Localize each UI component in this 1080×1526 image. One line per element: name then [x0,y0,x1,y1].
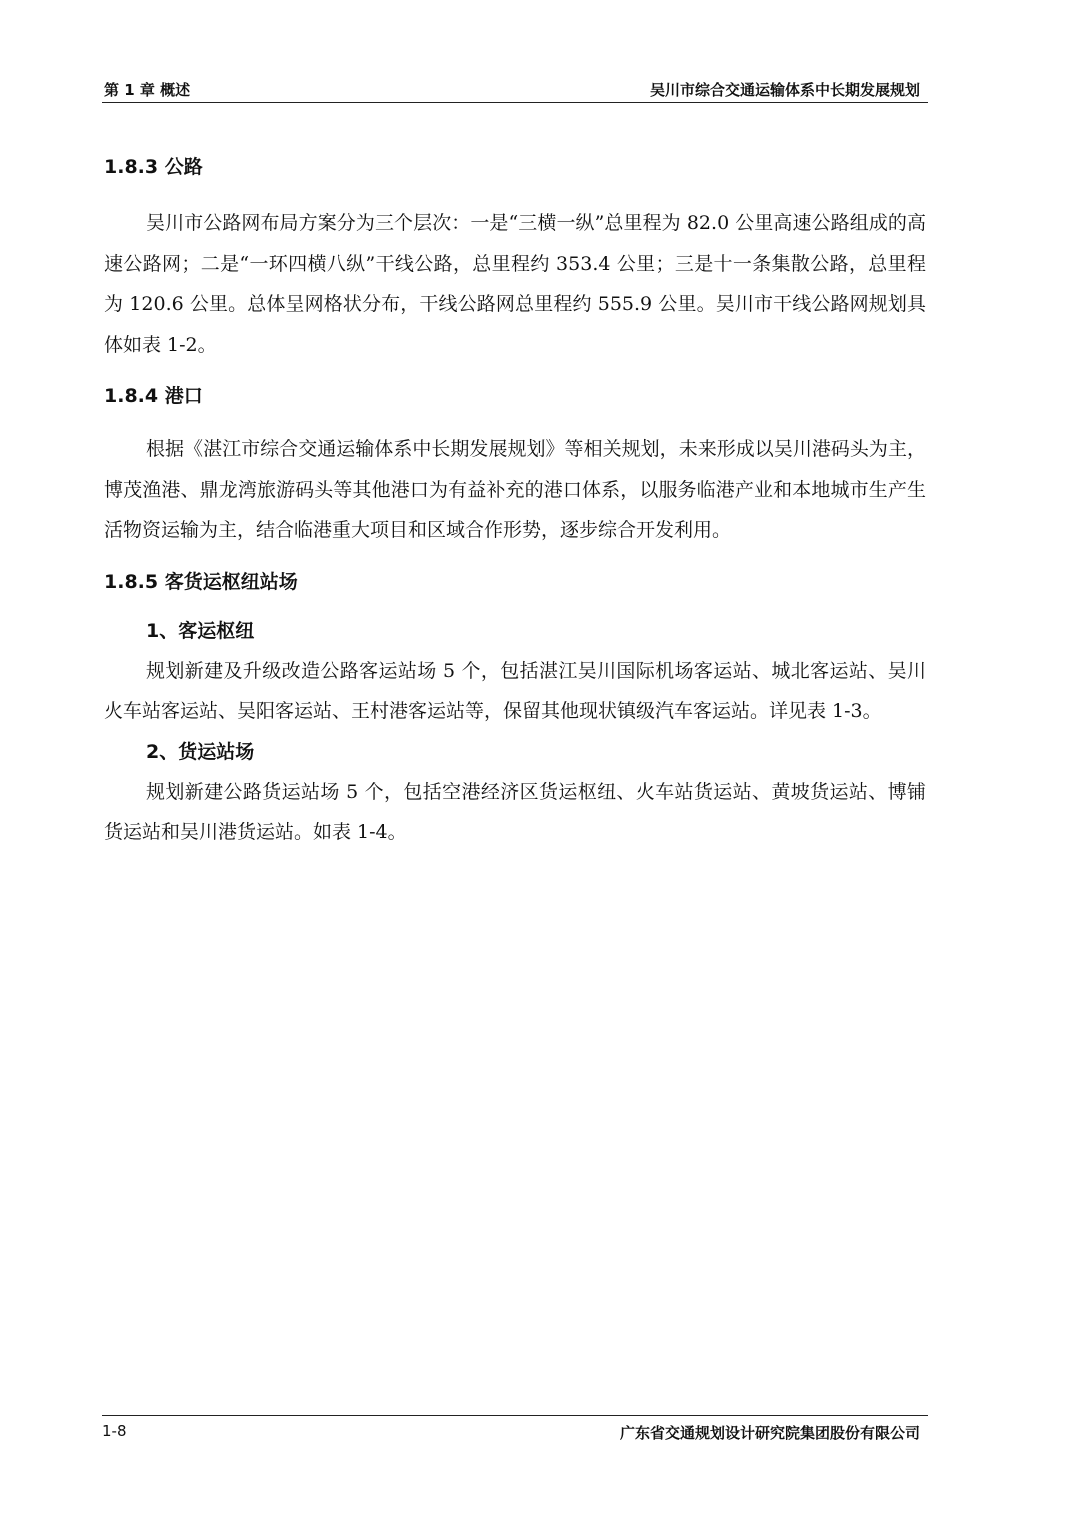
paragraph-port: 根据《湛江市综合交通运输体系中长期发展规划》等相关规划，未来形成以吴川港码头为主，博茂渔港、鼎龙湾旅游码头等其他港口为有益补充的港口体系，以服务临港产业和本地城市生产生活物资运输为主，结合临港重大项目和区域合作形势，逐步综合开发利用。 [104,438,926,541]
subheading-freight-station: 2、货运站场 [146,740,255,763]
paragraph-passenger-hub: 规划新建及升级改造公路客运站场 5 个，包括湛江吴川国际机场客运站、城北客运站、吴川火车站客运站、吴阳客运站、王村港客运站等，保留其他现状镇级汽车客运站。详见表 1-3。 [104,659,926,722]
paragraph-freight-station: 规划新建公路货运站场 5 个，包括空港经济区货运枢纽、火车站货运站、黄坡货运站、博铺货运站和吴川港货运站。如表 1-4。 [104,780,926,843]
document-title: 吴川市综合交通运输体系中长期发展规划 [649,81,920,99]
page-footer [102,1415,928,1444]
page-header [102,76,928,103]
paragraph-highway: 吴川市公路网布局方案分为三个层次：一是“三横一纵”总里程为 82.0 公里高速公路组成的高速公路网；二是“一环四横八纵”干线公路，总里程约 353.4 公里；三是十一条集散公路，总里程为 120.6 公里。总体呈网格状分布，干线公路网总里程约 555.9 公里。吴川市干线公路网规划具体如表 1-2。 [104,212,926,356]
section-heading-highway: 1.8.3 公路 [104,156,203,178]
page-number: 1-8 [102,1422,127,1440]
subheading-passenger-hub: 1、客运枢纽 [146,619,255,642]
organization-name: 广东省交通规划设计研究院集团股份有限公司 [619,1424,920,1442]
page-content [104,150,926,853]
chapter-title: 第 1 章 概述 [104,81,191,99]
section-heading-stations: 1.8.5 客货运枢纽站场 [104,570,298,593]
section-heading-port: 1.8.4 港口 [104,385,203,407]
